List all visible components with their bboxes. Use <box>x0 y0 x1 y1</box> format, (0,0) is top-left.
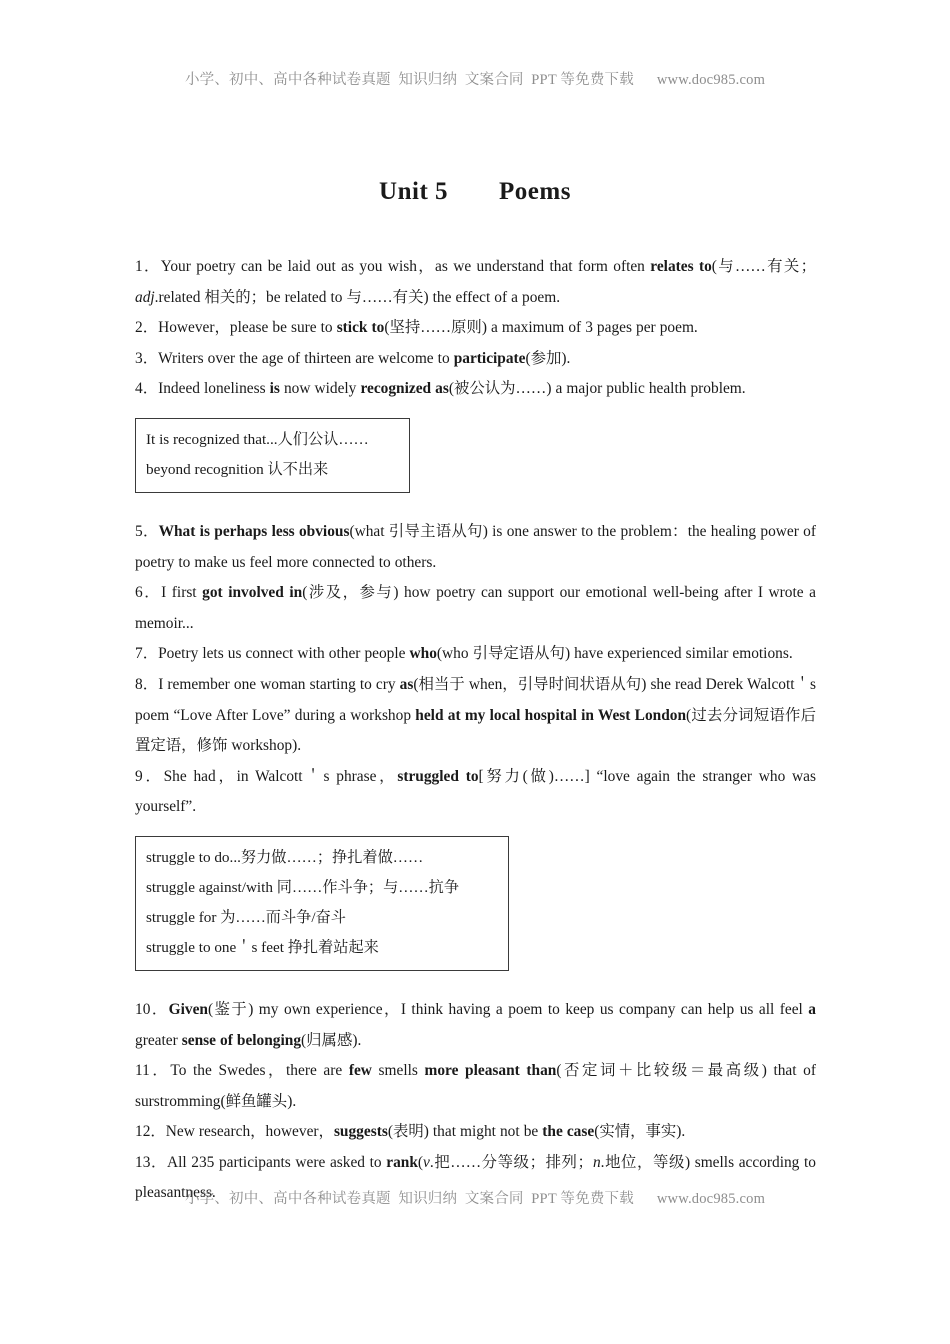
item-number: 8． <box>135 675 159 693</box>
item-text-segment: a <box>808 1000 816 1018</box>
item-text-segment: (否定词＋比较级＝最高级) that of surstromming(鲜鱼罐头). <box>135 1062 816 1110</box>
item-text-segment: (what 引导主语从句) is one answer to the problem：the healing power of poetry to make us feel more connected to others. <box>135 522 816 571</box>
item-text-segment: (与……有关； <box>711 258 816 275</box>
note-line: struggle for 为……而斗争/奋斗 <box>146 908 346 926</box>
note-box-struggle <box>135 836 509 971</box>
item-number: 11． <box>135 1062 171 1080</box>
document-body <box>135 252 816 1209</box>
item-text-segment: (被公认为……) a major public health problem. <box>448 380 746 398</box>
note-line: struggle against/with 同……作斗争；与……抗争 <box>146 878 460 896</box>
item-7 <box>135 639 816 670</box>
item-text-segment: n <box>592 1153 601 1171</box>
item-text-segment: the case <box>542 1123 595 1141</box>
item-text-segment: smells <box>371 1062 425 1080</box>
item-number: 2． <box>135 319 159 337</box>
item-text-segment: (实情，事实). <box>594 1123 686 1141</box>
item-text-segment: participate <box>453 349 526 367</box>
item-text-segment: However，please be sure to <box>158 319 337 337</box>
item-text-segment: struggled to <box>397 767 479 785</box>
item-text-segment: To the Swedes，there are <box>170 1062 349 1080</box>
note-line: It is recognized that...人们公认…… <box>146 430 369 448</box>
item-text-segment: All 235 participants were asked to <box>166 1153 387 1171</box>
item-text-segment: recognized as <box>360 380 449 398</box>
item-text-segment: held at my local hospital in West London <box>415 706 687 724</box>
item-text-segment: (who 引导定语从句) have experienced similar emotions. <box>436 645 793 663</box>
item-text-segment: Poetry lets us connect with other people <box>158 645 410 663</box>
item-text-segment: suggests <box>333 1123 388 1141</box>
item-text-segment: (相当于 when，引导时间状语从句) she read Derek Walcott＇s poem “Love After Love” during a workshop <box>135 675 816 724</box>
item-9 <box>135 762 816 823</box>
item-text-segment: ( <box>417 1153 424 1171</box>
item-5 <box>135 517 816 578</box>
item-text-segment: Your poetry can be laid out as you wish，as we understand that form often <box>160 258 651 275</box>
item-number: 3． <box>135 349 159 367</box>
item-text-segment: I first <box>161 584 203 602</box>
item-11 <box>135 1056 816 1117</box>
item-text-segment: [努力(做)……] “love again the stranger who was yourself”. <box>135 767 816 816</box>
item-10 <box>135 995 816 1056</box>
item-text-segment: (涉及，参与) how poetry can support our emotional well-being after I wrote a memoir... <box>135 584 816 632</box>
item-number: 6． <box>135 584 162 602</box>
item-text-segment: got involved in <box>202 584 303 602</box>
item-6 <box>135 578 816 639</box>
item-text-segment: .把……分等级；排列； <box>429 1153 593 1171</box>
item-text-segment: I remember one woman starting to cry <box>158 675 400 693</box>
note-box-recognize <box>135 418 410 493</box>
item-text-segment: Given <box>168 1000 208 1018</box>
item-text-segment: Writers over the age of thirteen are welcome to <box>158 349 454 367</box>
item-number: 10． <box>135 1000 169 1018</box>
item-8 <box>135 670 816 762</box>
item-text-segment: few <box>348 1062 372 1080</box>
item-text-segment: rank <box>386 1153 418 1171</box>
item-2 <box>135 313 816 344</box>
item-text-segment: (坚持……原则) a maximum of 3 pages per poem. <box>384 319 698 337</box>
item-text-segment: who <box>409 645 437 663</box>
item-text-segment: .related 相关的；be related to 与……有关) the effect of a poem. <box>154 288 561 306</box>
item-3 <box>135 344 816 375</box>
item-text-segment: (表明) that might not be <box>387 1123 543 1141</box>
item-number: 13． <box>135 1153 167 1171</box>
note-line: beyond recognition 认不出来 <box>146 460 329 478</box>
item-1 <box>135 252 816 313</box>
running-header: 小学、初中、高中各种试卷真题 知识归纳 文案合同 PPT 等免费下载 www.doc985.com <box>184 72 766 88</box>
item-number: 5． <box>135 522 159 540</box>
note-line: struggle to one＇s feet 挣扎着站起来 <box>146 938 379 956</box>
item-text-segment: adj <box>135 288 155 306</box>
item-number: 9． <box>135 767 164 785</box>
item-text-segment: sense of belonging <box>181 1031 302 1049</box>
item-text-segment: .地位，等级) smells according to pleasantness. <box>135 1153 816 1202</box>
item-text-segment: New research，however， <box>165 1123 334 1141</box>
item-number: 4． <box>135 380 159 398</box>
item-text-segment: (归属感). <box>301 1031 362 1049</box>
item-text-segment: relates to <box>650 258 712 275</box>
item-text-segment: She had，in Walcott＇s phrase， <box>163 767 398 785</box>
item-12 <box>135 1117 816 1148</box>
item-text-segment: v <box>423 1153 430 1171</box>
item-text-segment: (参加). <box>525 349 571 367</box>
item-text-segment: now widely <box>279 380 361 398</box>
item-text-segment: (过去分词短语作后置定语，修饰 workshop). <box>135 706 816 755</box>
page-title: Unit 5 Poems <box>379 178 571 205</box>
item-text-segment: more pleasant than <box>424 1062 557 1080</box>
item-text-segment: is <box>269 380 280 398</box>
item-text-segment: Indeed loneliness <box>158 380 270 398</box>
running-footer: 小学、初中、高中各种试卷真题 知识归纳 文案合同 PPT 等免费下载 www.doc985.com <box>184 1191 766 1207</box>
item-text-segment: (鉴于) my own experience，I think having a poem to keep us company can help us all feel <box>208 1000 809 1018</box>
item-text-segment: What is perhaps less obvious <box>158 522 350 540</box>
item-4 <box>135 374 816 405</box>
item-text-segment: as <box>399 675 414 693</box>
item-number: 7． <box>135 645 159 663</box>
item-text-segment: greater <box>135 1031 182 1049</box>
item-number: 12． <box>135 1123 166 1141</box>
note-line: struggle to do...努力做……；挣扎着做…… <box>146 848 424 866</box>
item-number: 1． <box>135 258 161 275</box>
item-text-segment: stick to <box>336 319 385 337</box>
